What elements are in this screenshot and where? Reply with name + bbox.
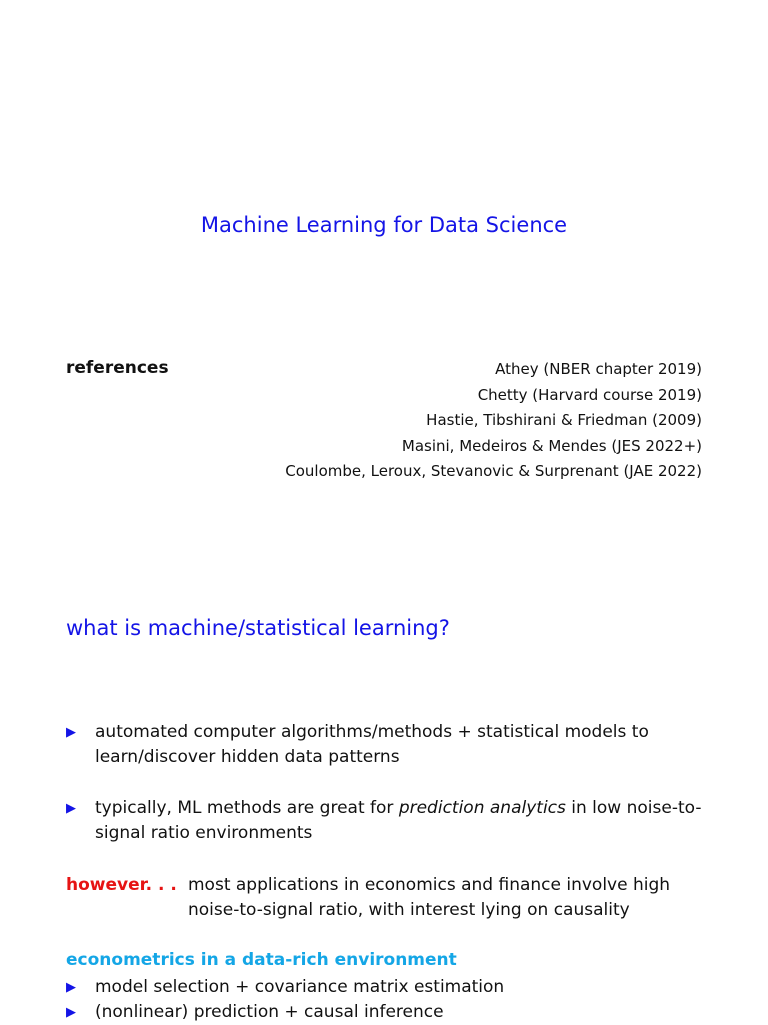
bullet-triangle-icon: ▶ <box>66 725 76 740</box>
reference-item: Masini, Medeiros & Mendes (JES 2022+) <box>401 436 702 455</box>
bullet-text: (nonlinear) prediction + causal inference <box>95 1002 444 1022</box>
bullet-item <box>66 720 706 770</box>
however-text: most applications in economics and finance involve high noise-to-signal ratio, with interest lying on causality <box>188 875 671 920</box>
however-label: however. . . <box>66 875 177 895</box>
reference-item: Athey (NBER chapter 2019) <box>495 360 702 378</box>
bullet-triangle-icon: ▶ <box>66 1005 76 1020</box>
sub-bullet-item <box>66 975 706 1000</box>
however-note <box>66 873 716 923</box>
bullet-text: automated computer algorithms/methods + statistical models to learn/discover hidden data patterns <box>95 722 649 767</box>
emphasis-text: prediction analytics <box>398 798 566 818</box>
slide-title: Machine Learning for Data Science <box>200 213 568 237</box>
references-list <box>182 357 702 485</box>
reference-item: Coulombe, Leroux, Stevanovic & Surprenant (JAE 2022) <box>285 462 702 480</box>
econometrics-subheading: econometrics in a data-rich environment <box>66 950 457 970</box>
bullet-text: typically, ML methods are great for prediction analytics in low noise-to-signal ratio environments <box>95 798 702 843</box>
reference-item: Chetty (Harvard course 2019) <box>477 385 702 404</box>
references-label: references <box>66 358 169 378</box>
bullet-item <box>66 796 706 846</box>
bullet-triangle-icon: ▶ <box>66 801 76 816</box>
reference-item: Hastie, Tibshirani & Friedman (2009) <box>426 411 702 429</box>
bullet-text: model selection + covariance matrix estimation <box>95 977 505 997</box>
section-heading: what is machine/statistical learning? <box>66 616 450 640</box>
sub-bullet-item <box>66 1000 706 1025</box>
bullet-triangle-icon: ▶ <box>66 980 76 995</box>
